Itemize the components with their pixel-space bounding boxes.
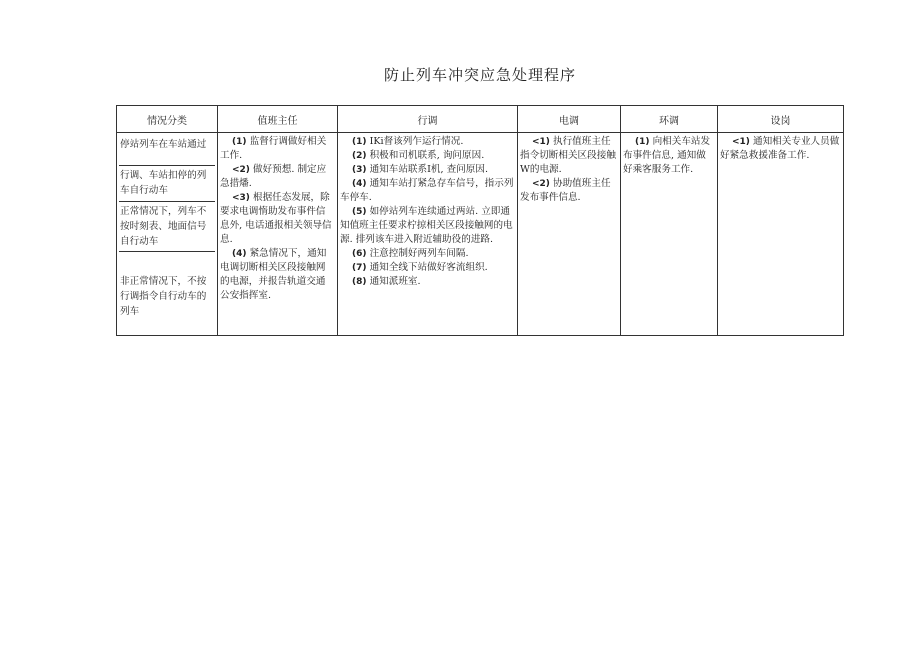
list-item: <1) 执行值班主任指令切断相关区段接触W的电源. [520, 136, 616, 175]
duty-supervisor-cell [218, 133, 338, 336]
list-item: (1) 监督行调做好相关工作. [220, 136, 327, 161]
env-dispatcher-cell [621, 133, 718, 336]
power-dispatcher-cell [518, 133, 621, 336]
list-item: <3) 根据任态发展，除要求电调惰助发布事件信息外, 电话通报相关领导信息. [220, 192, 332, 245]
header-row [117, 106, 844, 133]
list-item: (4) 通知车站打紧急存车信号，指示列车停车. [340, 178, 514, 203]
list-item: (3) 通知车站联系I机, 查问原因. [352, 164, 489, 175]
table-row [117, 133, 844, 336]
header-duty-supervisor: 值班主任 [218, 106, 338, 133]
list-item: <2) 做好预想. 制定应急措燔. [220, 164, 327, 189]
list-item: (5) 如停站列车连续通过两站. 立即通知值班主任要求柠掠相关区段接触网的电源. 排列该车进入附近辅助役的进路. [340, 206, 513, 245]
procedure-table [116, 105, 844, 336]
category-cell [117, 133, 218, 336]
list-item: (8) 通知派班室. [352, 276, 421, 287]
list-item: (7) 通知全线下站做好客流组织. [352, 262, 488, 273]
list-item: (4) 紧急情况下，通知电调切断相关区段接触网的电源，并报告轨道交通公安指挥室. [220, 248, 327, 301]
header-power-dispatcher: 电调 [518, 106, 621, 133]
category-item: 停站列车在车站通过 [119, 135, 215, 166]
train-dispatcher-cell [338, 133, 518, 336]
post-cell [718, 133, 844, 336]
header-category: 情况分类 [117, 106, 218, 133]
list-item: (1) IKi督该列乍运行情况. [352, 136, 464, 147]
category-item: 正常情况下，列车不按时刻表、地面信号自行动车 [119, 202, 215, 252]
list-item: <1) 通知相关专业人员做好紧急救援准备工作. [720, 136, 840, 161]
header-env-dispatcher: 环调 [621, 106, 718, 133]
document-title: 防止列车冲突应急处理程序 [383, 66, 576, 84]
category-item: 行调、车站扣停的列车自行动车 [119, 166, 215, 202]
list-item: <2) 协助值班主任发布事件信息. [520, 178, 611, 203]
list-item: (6) 注意控制好两列车间隔. [352, 248, 469, 259]
list-item: (2) 积极和司机联系, 询问原因. [352, 150, 485, 161]
header-train-dispatcher: 行调 [338, 106, 518, 133]
list-item: (1) 向相关车站发布事件信息, 通知做好乘客服务工作. [623, 136, 711, 175]
category-item: 非正常情况下，不按行调指令自行动车的列车 [120, 276, 207, 317]
header-post: 设岗 [718, 106, 844, 133]
